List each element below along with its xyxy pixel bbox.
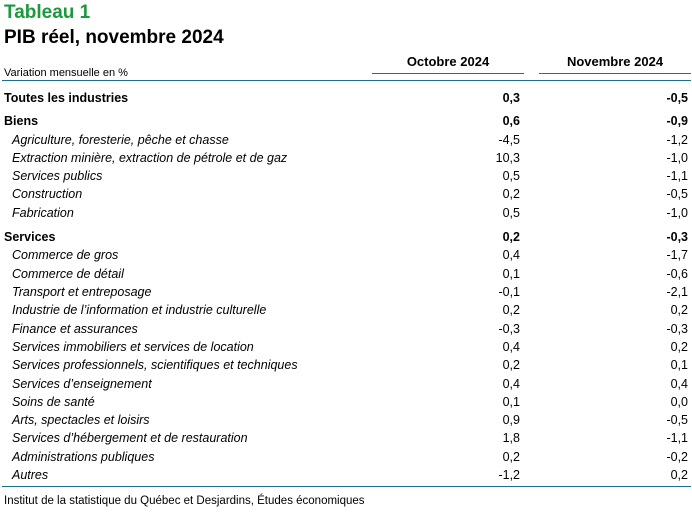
table-row xyxy=(0,204,692,222)
table-row xyxy=(0,185,692,203)
table-row xyxy=(0,466,692,484)
value-november: -0,5 xyxy=(666,187,688,201)
value-october: 0,2 xyxy=(502,187,520,201)
table-row xyxy=(0,356,692,374)
value-november: -0,5 xyxy=(666,413,688,427)
table-row xyxy=(0,89,692,107)
row-label: Finance et assurances xyxy=(12,322,138,336)
value-november: -1,1 xyxy=(666,431,688,445)
row-label: Services d’hébergement et de restauration xyxy=(12,431,248,445)
table-row xyxy=(0,283,692,301)
value-november: -0,9 xyxy=(666,114,688,128)
table-row xyxy=(0,265,692,283)
value-october: 0,2 xyxy=(502,230,520,244)
value-october: -0,3 xyxy=(498,322,520,336)
table-row xyxy=(0,246,692,264)
row-label: Arts, spectacles et loisirs xyxy=(12,413,150,427)
table-row xyxy=(0,167,692,185)
value-november: 0,2 xyxy=(670,303,688,317)
row-label: Toutes les industries xyxy=(4,91,129,105)
table-row xyxy=(0,338,692,356)
row-label: Biens xyxy=(4,114,39,128)
value-october: 0,2 xyxy=(502,358,520,372)
column-header-november: Novembre 2024 xyxy=(539,54,691,74)
row-label: Soins de santé xyxy=(12,395,95,409)
value-november: 0,4 xyxy=(670,377,688,391)
value-october: 0,9 xyxy=(502,413,520,427)
row-label: Fabrication xyxy=(12,206,74,220)
table-row xyxy=(0,228,692,246)
value-november: -1,0 xyxy=(666,206,688,220)
row-label: Industrie de l’information et industrie culturelle xyxy=(12,303,267,317)
table-row xyxy=(0,301,692,319)
table-row xyxy=(0,320,692,338)
row-label: Services publics xyxy=(12,169,103,183)
value-november: -1,1 xyxy=(666,169,688,183)
value-november: -0,6 xyxy=(666,267,688,281)
value-november: -1,7 xyxy=(666,248,688,262)
table-title: PIB réel, novembre 2024 xyxy=(4,27,224,48)
value-october: 0,4 xyxy=(502,248,520,262)
value-october: 0,2 xyxy=(502,450,520,464)
row-label: Administrations publiques xyxy=(12,450,155,464)
table-row xyxy=(0,429,692,447)
row-label: Services immobiliers et services de location xyxy=(12,340,254,354)
value-october: -4,5 xyxy=(498,133,520,147)
value-november: 0,0 xyxy=(670,395,688,409)
value-november: -0,3 xyxy=(666,230,688,244)
row-label: Services d’enseignement xyxy=(12,377,152,391)
value-november: -0,2 xyxy=(666,450,688,464)
value-october: -1,2 xyxy=(498,468,520,482)
table-row xyxy=(0,393,692,411)
value-october: 1,8 xyxy=(502,431,520,445)
row-label: Agriculture, foresterie, pêche et chasse xyxy=(12,133,229,147)
value-october: 0,3 xyxy=(502,91,520,105)
table-row xyxy=(0,375,692,393)
row-label: Services professionnels, scientifiques et techniques xyxy=(12,358,298,372)
value-november: -1,2 xyxy=(666,133,688,147)
value-october: 10,3 xyxy=(495,151,520,165)
value-october: 0,6 xyxy=(502,114,520,128)
value-november: -0,5 xyxy=(666,91,688,105)
value-october: 0,1 xyxy=(502,267,520,281)
value-november: -2,1 xyxy=(666,285,688,299)
unit-label: Variation mensuelle en % xyxy=(4,67,128,79)
table-row xyxy=(0,411,692,429)
column-header-october: Octobre 2024 xyxy=(372,54,524,74)
row-label: Transport et entreposage xyxy=(12,285,152,299)
value-october: -0,1 xyxy=(498,285,520,299)
row-label: Commerce de détail xyxy=(12,267,124,281)
table-row xyxy=(0,112,692,130)
value-october: 0,1 xyxy=(502,395,520,409)
value-november: -1,0 xyxy=(666,151,688,165)
table-row xyxy=(0,448,692,466)
row-label: Extraction minière, extraction de pétrole et de gaz xyxy=(12,151,288,165)
row-label: Construction xyxy=(12,187,83,201)
value-october: 0,4 xyxy=(502,377,520,391)
row-label: Autres xyxy=(12,468,49,482)
value-november: 0,2 xyxy=(670,468,688,482)
value-november: 0,2 xyxy=(670,340,688,354)
value-november: 0,1 xyxy=(670,358,688,372)
value-october: 0,5 xyxy=(502,206,520,220)
row-label: Services xyxy=(4,230,56,244)
table-bottom-rule xyxy=(2,486,691,487)
table-top-rule xyxy=(2,80,691,81)
table-row xyxy=(0,131,692,149)
value-october: 0,2 xyxy=(502,303,520,317)
value-november: -0,3 xyxy=(666,322,688,336)
value-october: 0,4 xyxy=(502,340,520,354)
table-label: Tableau 1 xyxy=(4,2,91,23)
row-label: Commerce de gros xyxy=(12,248,119,262)
value-october: 0,5 xyxy=(502,169,520,183)
table-row xyxy=(0,149,692,167)
source-note: Institut de la statistique du Québec et Desjardins, Études économiques xyxy=(4,495,365,507)
